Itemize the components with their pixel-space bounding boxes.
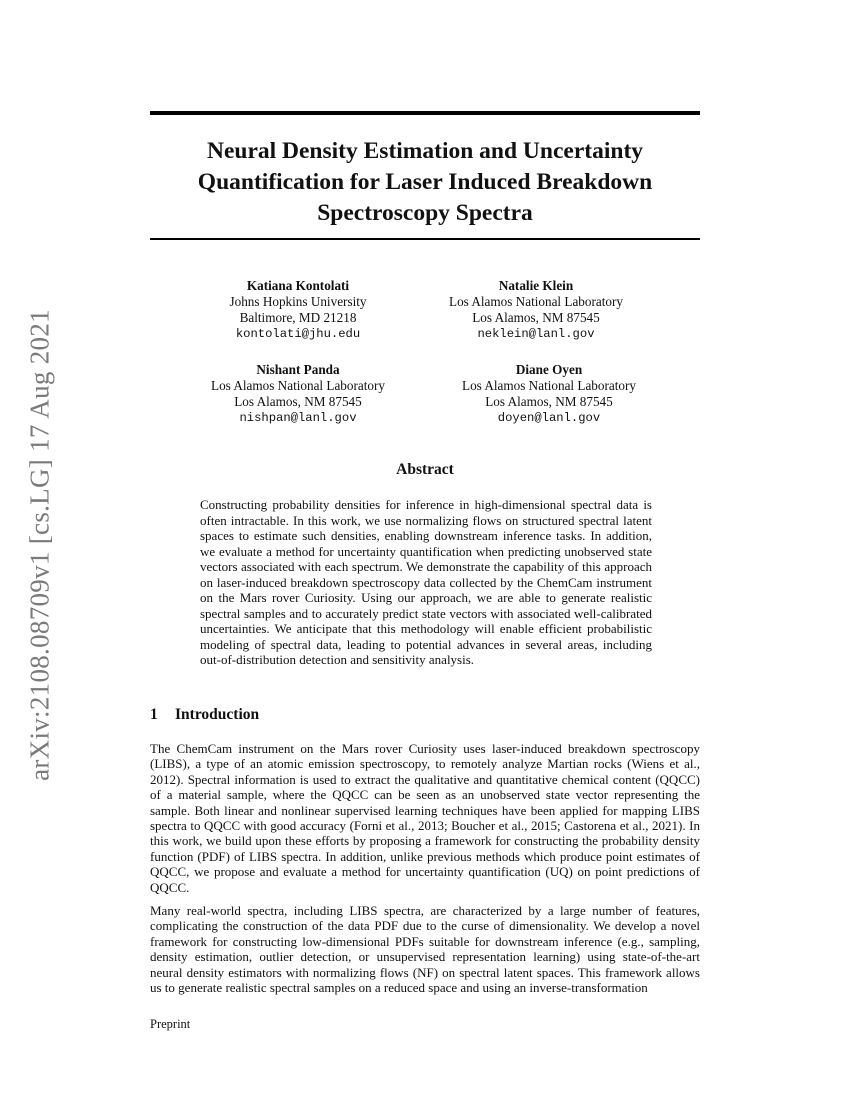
paper-title <box>150 136 700 229</box>
author-email: kontolati@jhu.edu <box>235 327 361 341</box>
title-bottom-rule <box>150 238 700 240</box>
author-name: Nishant Panda <box>256 362 340 377</box>
author-block <box>419 362 679 426</box>
author-affiliation: Los Alamos National Laboratory <box>449 294 623 309</box>
author-affiliation: Johns Hopkins University <box>229 294 367 309</box>
author-affiliation: Los Alamos National Laboratory <box>211 378 385 393</box>
title-top-rule <box>150 111 700 115</box>
author-address: Baltimore, MD 21218 <box>239 310 357 325</box>
title-line: Spectroscopy Spectra <box>317 200 533 226</box>
title-line: Neural Density Estimation and Uncertainty <box>206 138 644 164</box>
title-line: Quantification for Laser Induced Breakdown <box>197 169 653 195</box>
author-block <box>168 278 428 342</box>
abstract-heading: Abstract <box>396 461 454 478</box>
footer-preprint-label: Preprint <box>150 1017 191 1031</box>
author-email: neklein@lanl.gov <box>477 327 595 341</box>
section-title: Introduction <box>175 706 260 723</box>
author-affiliation: Los Alamos National Laboratory <box>462 378 636 393</box>
author-name: Katiana Kontolati <box>246 278 350 293</box>
author-email: doyen@lanl.gov <box>497 411 601 425</box>
section-number: 1 <box>150 706 158 723</box>
author-name: Natalie Klein <box>498 278 574 293</box>
author-block <box>168 362 428 426</box>
abstract-text: Constructing probability densities for inference in high-dimensional spectral data is often intractable. In this work, we use normalizing flows on structured spectral latent spaces to estimate such densities, enabling downstream inference tasks. In addition, we evaluate a method for uncertainty quantification when predicting unobserved state vectors associated with each spectrum. We demonstrate the capability of this approach on laser-induced breakdown spectroscopy data collected by the ChemCam instrument on the Mars rover Curiosity. Using our approach, we are able to generate realistic spectral samples and to accurately predict state vectors with associated well-calibrated uncertainties. We anticipate that this methodology will enable efficient probabilistic modeling of spectral data, leading to potential advances in several areas, including out-of-distribution detection and sensitivity analysis. <box>200 497 652 667</box>
author-address: Los Alamos, NM 87545 <box>234 394 362 409</box>
body-paragraph: The ChemCam instrument on the Mars rover Curiosity uses laser-induced breakdown spectroscopy (LIBS), a type of an atomic emission spectroscopy, to remotely analyze Martian rocks (Wiens et al., 2012). Spectral information is used to extract the qualitative and quantitative chemical content (QQCC) of a material sample, where the QQCC can be seen as an unobserved state vector representing the sample. Both linear and nonlinear supervised learning techniques have been applied for mapping LIBS spectra to QQCC with good accuracy (Forni et al., 2013; Boucher et al., 2015; Castorena et al., 2021). In this work, we build upon these efforts by proposing a framework for constructing the probability density function (PDF) of LIBS spectra. In addition, unlike previous methods which produce point estimates of QQCC, we propose and evaluate a method for uncertainty quantification (UQ) on point predictions of QQCC. <box>150 741 700 895</box>
author-address: Los Alamos, NM 87545 <box>485 394 613 409</box>
section-heading <box>150 706 259 724</box>
author-email: nishpan@lanl.gov <box>239 411 357 425</box>
arxiv-sidebar-stamp: arXiv:2108.08709v1 [cs.LG] 17 Aug 2021 <box>24 309 55 781</box>
author-name: Diane Oyen <box>515 362 583 377</box>
body-paragraph: Many real-world spectra, including LIBS spectra, are characterized by a large number of features, complicating the construction of the data PDF due to the curse of dimensionality. We develop a novel framework for constructing low-dimensional PDFs suitable for downstream inference (e.g., sampling, density estimation, outlier detection, or unsupervised representation learning) using state-of-the-art neural density estimators with normalizing flows (NF) on spectral latent spaces. This framework allows us to generate realistic spectral samples on a reduced space and using an inverse-transformation <box>150 903 700 996</box>
author-block <box>406 278 666 342</box>
author-address: Los Alamos, NM 87545 <box>472 310 600 325</box>
